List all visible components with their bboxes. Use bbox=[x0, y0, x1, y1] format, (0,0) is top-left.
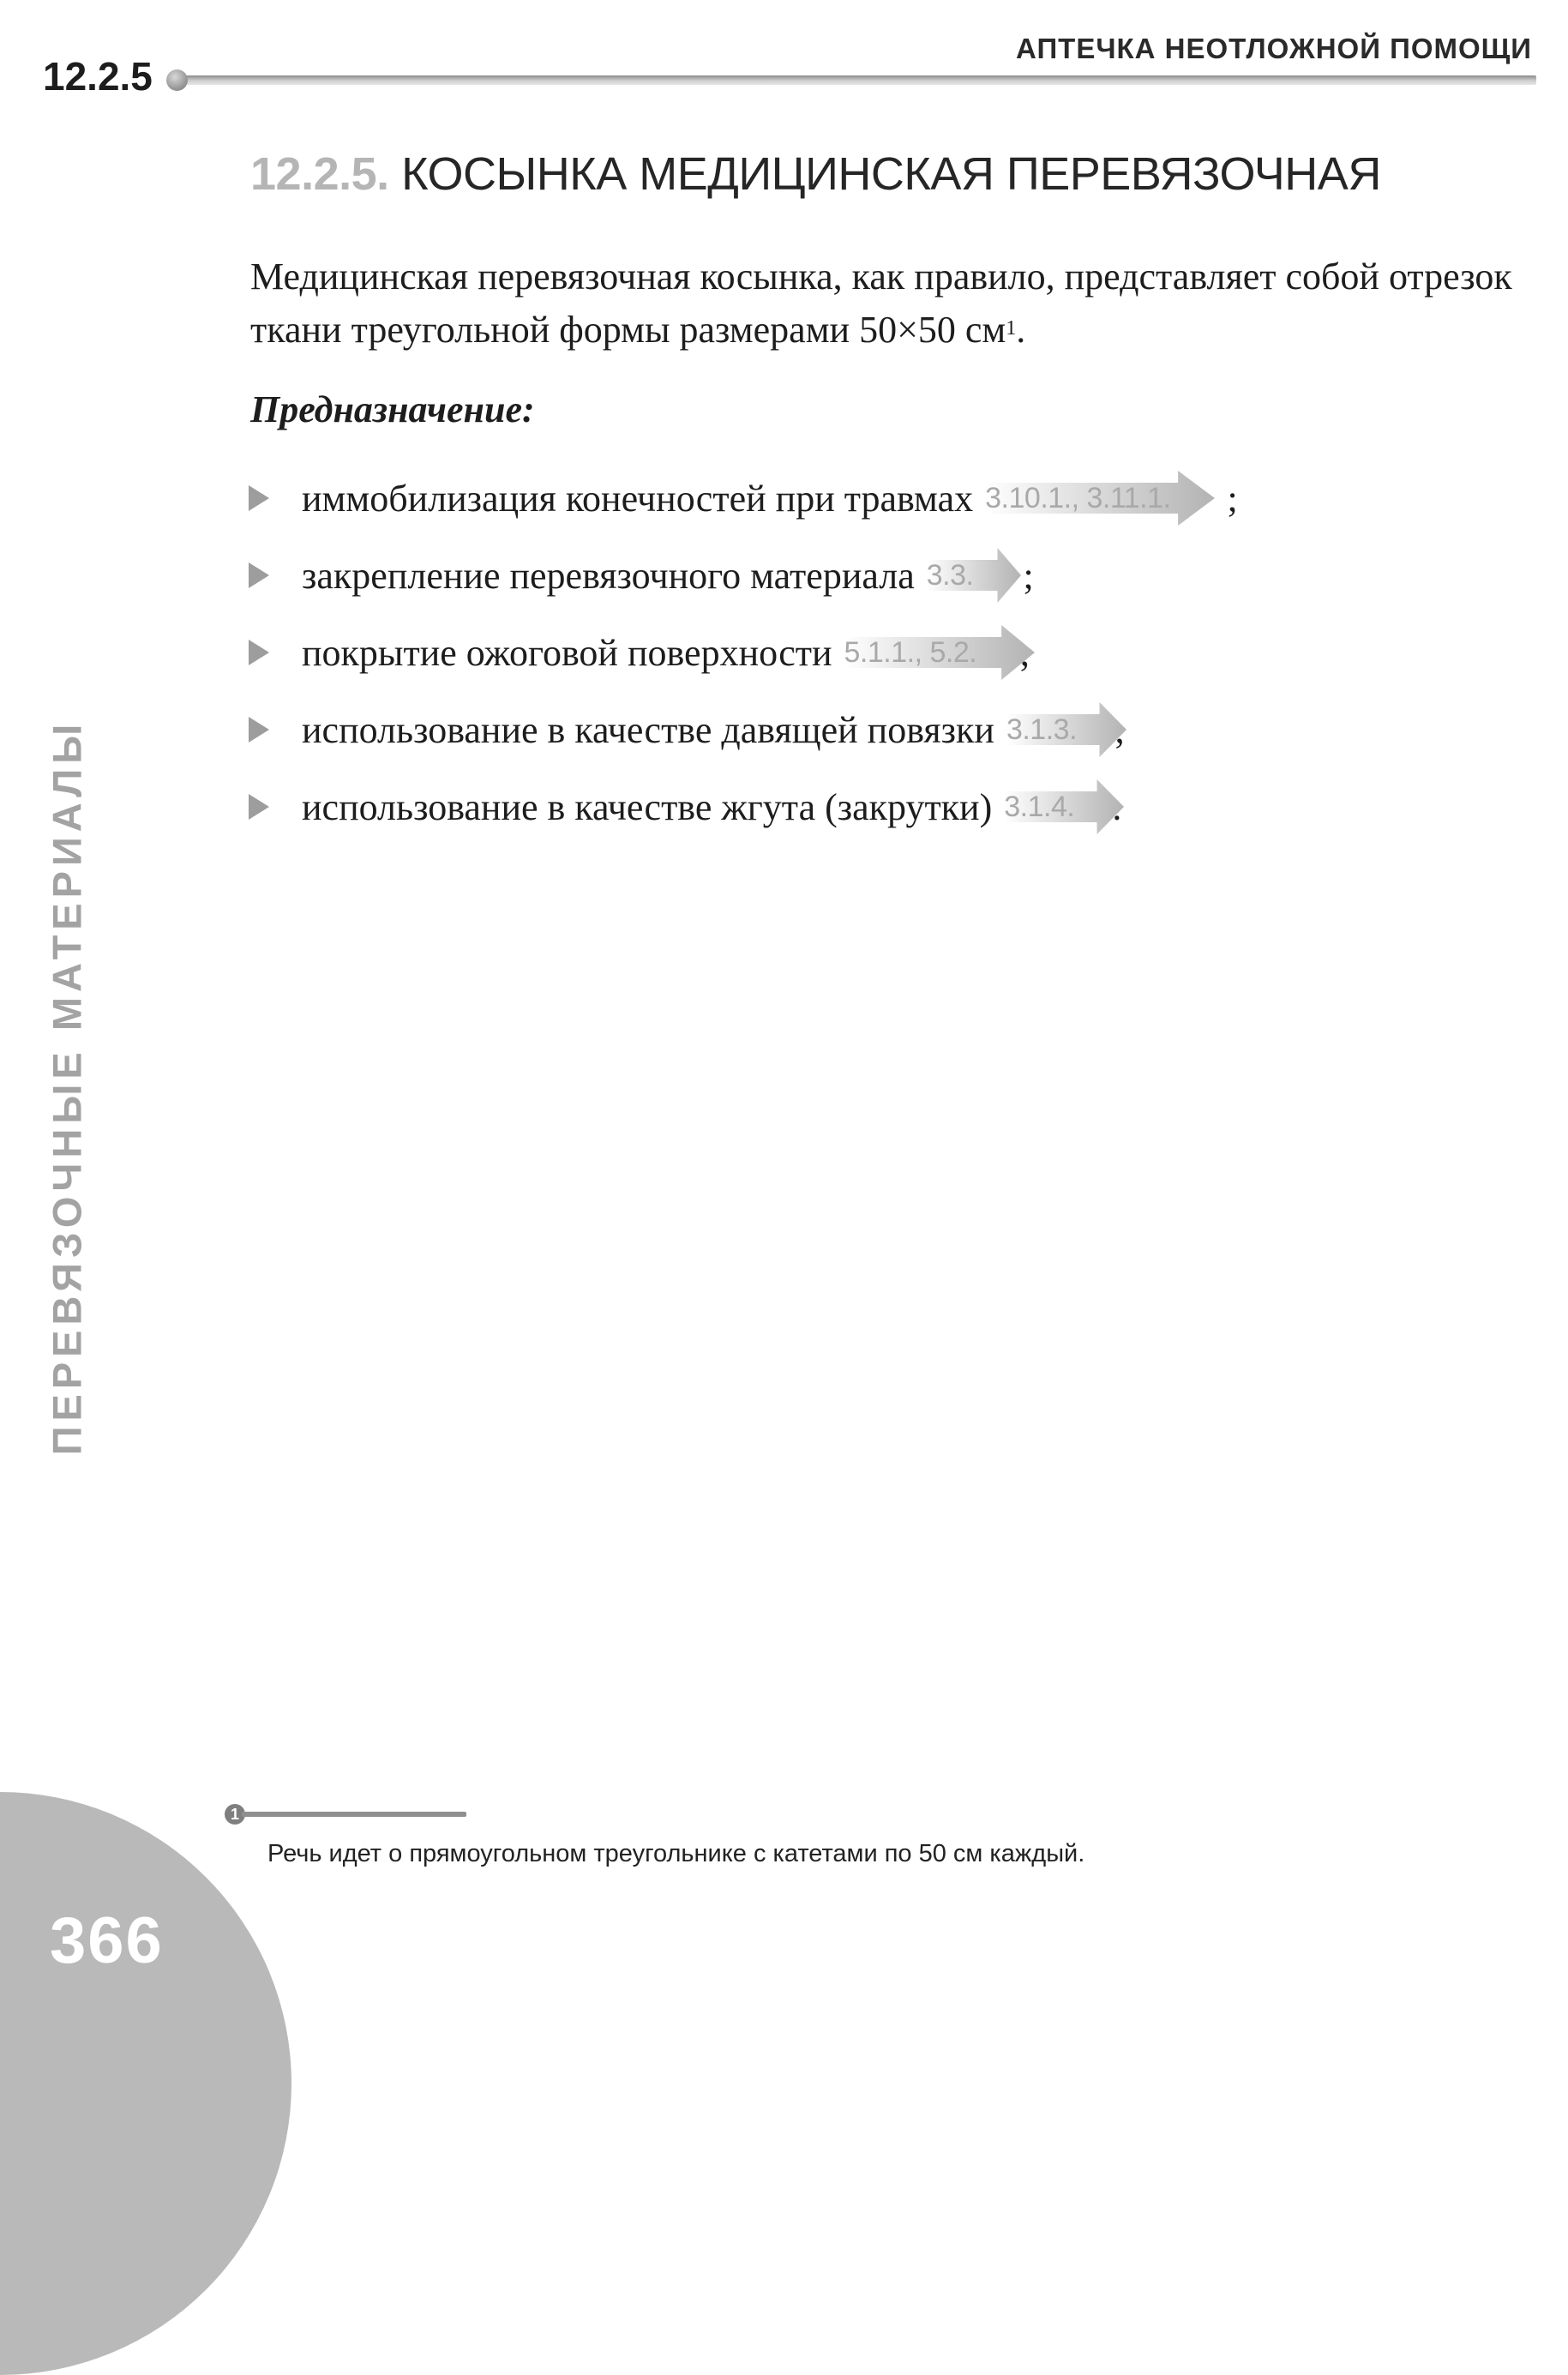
cross-reference-label: 3.3. bbox=[926, 558, 974, 592]
footnote-reference[interactable]: 1 bbox=[1006, 317, 1017, 340]
side-chapter-title: ПЕРЕВЯЗОЧНЫЕ МАТЕРИАЛЫ bbox=[44, 719, 90, 1456]
running-title: АПТЕЧКА НЕОТЛОЖНОЙ ПОМОЩИ bbox=[1016, 33, 1532, 64]
cross-reference-link[interactable] bbox=[927, 559, 974, 592]
cross-reference-link[interactable] bbox=[985, 482, 1170, 515]
intro-end: . bbox=[1016, 309, 1026, 351]
cross-reference-link[interactable] bbox=[1004, 791, 1074, 824]
bullet-triangle-icon bbox=[249, 717, 269, 743]
list-item-text: использование в качестве давящей повязки bbox=[302, 708, 994, 751]
footnote-rule bbox=[242, 1812, 466, 1817]
bullet-triangle-icon bbox=[249, 485, 269, 511]
list-item-text: иммобилизация конечностей при травмах bbox=[302, 477, 974, 520]
page-number-corner bbox=[0, 1792, 291, 2375]
heading-title: КОСЫНКА МЕДИЦИНСКАЯ ПЕРЕВЯЗОЧНАЯ bbox=[401, 148, 1381, 200]
cross-reference-label: 3.1.4. bbox=[1004, 790, 1075, 823]
purpose-label: Предназначение: bbox=[250, 388, 535, 430]
cross-reference-link[interactable] bbox=[1006, 713, 1077, 747]
list-item bbox=[245, 768, 1238, 845]
page-number: 366 bbox=[50, 1904, 164, 1977]
header-dot-marker bbox=[166, 69, 188, 91]
intro-text: Медицинская перевязочная косынка, как правило, представляет собой отрезок ткани треугольной формы размерами 50×50 см bbox=[250, 256, 1512, 351]
cross-reference-link[interactable] bbox=[844, 636, 977, 670]
list-item-punctuation: ; bbox=[1227, 477, 1238, 520]
purpose-list bbox=[245, 460, 1238, 845]
list-item bbox=[245, 460, 1238, 537]
bullet-triangle-icon bbox=[249, 562, 269, 588]
list-item-punctuation: ; bbox=[1023, 554, 1034, 597]
footnote-number-badge: 1 bbox=[225, 1804, 245, 1825]
bullet-triangle-icon bbox=[249, 640, 269, 665]
bullet-triangle-icon bbox=[249, 794, 269, 820]
cross-reference-label: 5.1.1., 5.2. bbox=[844, 635, 977, 669]
list-item bbox=[245, 614, 1238, 691]
list-item-text: покрытие ожоговой поверхности bbox=[302, 631, 832, 674]
list-item bbox=[245, 691, 1238, 768]
cross-reference-label: 3.10.1., 3.11.1. bbox=[985, 481, 1171, 514]
intro-paragraph bbox=[250, 250, 1536, 357]
list-item-text: закрепление перевязочного материала bbox=[302, 554, 915, 597]
heading-number: 12.2.5. bbox=[250, 148, 389, 200]
list-item bbox=[245, 537, 1238, 614]
footnote-text: Речь идет о прямоугольном треугольнике с катетами по 50 см каждый. bbox=[267, 1840, 1085, 1867]
cross-reference-label: 3.1.3. bbox=[1006, 712, 1078, 746]
list-item-text: использование в качестве жгута (закрутки) bbox=[302, 785, 993, 828]
section-heading bbox=[250, 147, 1381, 201]
header-rule bbox=[171, 75, 1536, 85]
section-number: 12.2.5 bbox=[43, 54, 153, 99]
